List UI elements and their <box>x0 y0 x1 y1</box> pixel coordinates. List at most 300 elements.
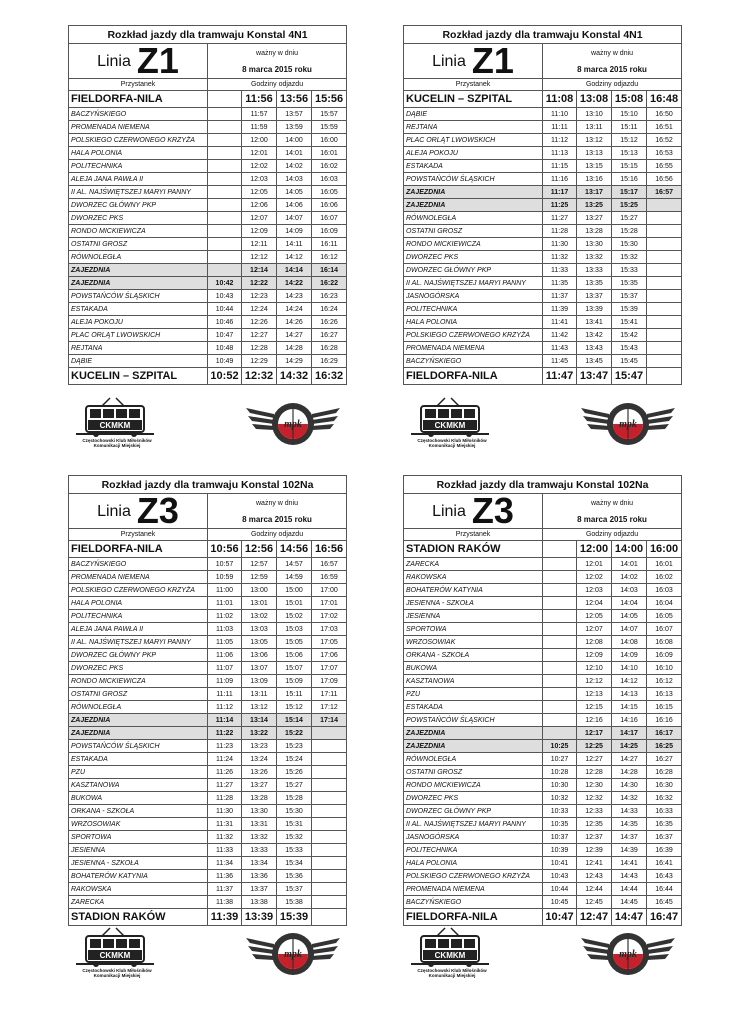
departure-time: 11:37 <box>543 290 577 303</box>
club-logo-text: CKMKM <box>99 951 131 960</box>
club-name-line-1: Częstochowski Klub Miłośników <box>417 438 487 443</box>
club-logo-text: CKMKM <box>434 951 466 960</box>
departure-time: 12:32 <box>242 368 277 385</box>
departure-time: 15:09 <box>277 675 312 688</box>
departure-time: 15:28 <box>612 225 647 238</box>
stop-column-header: Przystanek <box>69 79 208 91</box>
winged-wheel-icon <box>244 400 342 448</box>
logos-block <box>403 396 681 454</box>
stop-row <box>69 870 347 883</box>
departure-time: 11:45 <box>543 355 577 368</box>
stop-row <box>404 766 682 779</box>
departure-time: 14:17 <box>612 727 647 740</box>
departure-time: 14:39 <box>612 844 647 857</box>
departure-time: 15:10 <box>612 108 647 121</box>
line-number: Z1 <box>471 43 514 79</box>
departure-time <box>312 779 347 792</box>
departure-time: 10:35 <box>543 818 577 831</box>
departure-time <box>312 883 347 896</box>
departure-time <box>312 844 347 857</box>
stop-name: DĄBIE <box>69 355 208 368</box>
departure-time: 17:14 <box>312 714 347 727</box>
departure-time: 14:01 <box>277 147 312 160</box>
stop-name: JESIENNA <box>69 844 208 857</box>
club-caption <box>407 438 497 448</box>
tram-icon <box>72 926 158 968</box>
stop-row <box>69 896 347 909</box>
stop-name: DWORZEC GŁÓWNY PKP <box>69 199 208 212</box>
line-label <box>404 494 543 529</box>
departure-time <box>208 173 242 186</box>
departure-time: 10:43 <box>208 290 242 303</box>
departure-time: 12:57 <box>242 558 277 571</box>
departure-time <box>312 727 347 740</box>
stop-name: DWORZEC PKS <box>404 251 543 264</box>
logos-block <box>68 926 346 984</box>
departure-time: 15:45 <box>612 355 647 368</box>
departure-time: 12:27 <box>242 329 277 342</box>
club-name-line-1: Częstochowski Klub Miłośników <box>417 968 487 973</box>
departure-time: 13:16 <box>577 173 612 186</box>
valid-label: ważny w dniu <box>256 49 299 57</box>
mpk-logo <box>244 930 342 978</box>
departure-time: 14:23 <box>277 290 312 303</box>
departure-time: 10:49 <box>208 355 242 368</box>
stop-name: POWSTAŃCÓW ŚLĄSKICH <box>69 290 208 303</box>
departure-time: 17:06 <box>312 649 347 662</box>
stop-name: RONDO MICKIEWICZA <box>69 675 208 688</box>
stop-row <box>69 225 347 238</box>
stop-row <box>404 134 682 147</box>
stop-row <box>69 818 347 831</box>
departure-time: 16:12 <box>312 251 347 264</box>
departure-time: 11:06 <box>208 649 242 662</box>
club-logo <box>72 396 158 454</box>
departure-time: 11:16 <box>543 173 577 186</box>
departure-time: 12:22 <box>242 277 277 290</box>
stop-name: ZAJEZDNIA <box>404 186 543 199</box>
departure-time: 10:47 <box>208 329 242 342</box>
departure-time: 11:27 <box>208 779 242 792</box>
stop-name: ZAJEZDNIA <box>404 740 543 753</box>
departure-time: 16:41 <box>647 857 682 870</box>
stop-name: STADION RAKÓW <box>69 909 208 926</box>
departure-time: 11:32 <box>208 831 242 844</box>
departure-time: 14:04 <box>612 597 647 610</box>
stop-row <box>69 675 347 688</box>
departure-time: 14:26 <box>277 316 312 329</box>
departure-time: 15:25 <box>612 199 647 212</box>
departure-time: 12:47 <box>577 909 612 926</box>
stop-row <box>404 571 682 584</box>
departure-time: 13:34 <box>242 857 277 870</box>
stop-row <box>404 290 682 303</box>
stop-row <box>69 649 347 662</box>
departure-time <box>208 91 242 108</box>
stop-row <box>404 342 682 355</box>
departure-time: 10:37 <box>543 831 577 844</box>
departure-time: 15:06 <box>277 649 312 662</box>
departure-time: 12:15 <box>577 701 612 714</box>
departure-time: 15:43 <box>612 342 647 355</box>
stop-name: OSTATNI GROSZ <box>404 225 543 238</box>
line-number: Z3 <box>471 493 514 529</box>
departure-time: 11:09 <box>208 675 242 688</box>
stop-name: BACZYŃSKIEGO <box>69 558 208 571</box>
stop-name: RAKOWSKA <box>69 883 208 896</box>
departure-time: 14:05 <box>277 186 312 199</box>
departure-time <box>647 355 682 368</box>
stop-name: PROMENADA NIEMENA <box>69 571 208 584</box>
departure-time: 14:44 <box>612 883 647 896</box>
departure-time: 13:03 <box>242 623 277 636</box>
times-column-header: Godziny odjazdu <box>543 79 682 91</box>
tram-icon <box>72 396 158 438</box>
departure-time <box>543 727 577 740</box>
departure-time: 10:47 <box>543 909 577 926</box>
timetable-title: Rozkład jazdy dla tramwaju Konstal 102Na <box>404 476 682 494</box>
timetable <box>403 475 682 926</box>
departure-time: 14:37 <box>612 831 647 844</box>
departure-time: 12:28 <box>577 766 612 779</box>
tram-icon <box>407 926 493 968</box>
departure-time: 15:37 <box>612 290 647 303</box>
line-word: Linia <box>97 52 131 70</box>
departure-time: 12:33 <box>577 805 612 818</box>
departure-time: 11:07 <box>208 662 242 675</box>
departure-time: 14:00 <box>277 134 312 147</box>
stop-name: OSTATNI GROSZ <box>69 688 208 701</box>
departure-time: 12:28 <box>242 342 277 355</box>
departure-time: 10:27 <box>543 753 577 766</box>
validity <box>208 494 347 529</box>
departure-time <box>647 277 682 290</box>
logos-block <box>403 926 681 984</box>
stop-name: JASNOGÓRSKA <box>404 290 543 303</box>
departure-time: 13:35 <box>577 277 612 290</box>
departure-time: 14:03 <box>277 173 312 186</box>
stop-name: ORKANA - SZKOŁA <box>69 805 208 818</box>
stop-name: JESIENNA - SZKOŁA <box>404 597 543 610</box>
departure-time: 17:03 <box>312 623 347 636</box>
departure-time: 16:43 <box>647 870 682 883</box>
timetable <box>403 25 682 385</box>
stop-row <box>404 277 682 290</box>
departure-time: 14:28 <box>277 342 312 355</box>
departure-time: 13:12 <box>242 701 277 714</box>
departure-time: 14:29 <box>277 355 312 368</box>
schedule-panel-z3-return <box>403 475 681 926</box>
departure-time: 11:11 <box>543 121 577 134</box>
club-logo <box>407 396 493 454</box>
stop-name: FIELDORFA-NILA <box>69 541 208 558</box>
valid-date: 8 marca 2015 roku <box>577 64 647 74</box>
departure-time: 16:02 <box>647 571 682 584</box>
stop-row <box>69 303 347 316</box>
stop-name: RAKOWSKA <box>404 571 543 584</box>
departure-time: 14:02 <box>612 571 647 584</box>
departure-time: 15:23 <box>277 740 312 753</box>
stop-name: JESIENNA - SZKOŁA <box>69 857 208 870</box>
departure-time: 14:15 <box>612 701 647 714</box>
times-column-header: Godziny odjazdu <box>543 529 682 541</box>
stop-name: PLAC ORLĄT LWOWSKICH <box>69 329 208 342</box>
stop-row <box>69 610 347 623</box>
departure-time: 14:32 <box>277 368 312 385</box>
departure-time: 11:35 <box>543 277 577 290</box>
departure-time: 10:52 <box>208 368 242 385</box>
departure-time: 15:01 <box>277 597 312 610</box>
departure-time: 10:39 <box>543 844 577 857</box>
departure-time: 12:12 <box>577 675 612 688</box>
departure-time: 15:34 <box>277 857 312 870</box>
departure-time: 15:12 <box>612 134 647 147</box>
stop-name: POLSKIEGO CZERWONEGO KRZYŻA <box>69 584 208 597</box>
departure-time <box>647 212 682 225</box>
departure-time: 14:30 <box>612 779 647 792</box>
departure-time: 15:15 <box>612 160 647 173</box>
stop-name: RÓWNOLEGŁA <box>404 753 543 766</box>
stop-name: HALA POLONIA <box>69 597 208 610</box>
departure-time: 11:05 <box>208 636 242 649</box>
departure-time: 16:03 <box>647 584 682 597</box>
stop-row <box>404 610 682 623</box>
departure-time <box>312 753 347 766</box>
stop-row <box>69 316 347 329</box>
timetable <box>68 25 347 385</box>
departure-time: 16:01 <box>312 147 347 160</box>
stop-row <box>404 160 682 173</box>
stop-name: FIELDORFA-NILA <box>404 909 543 926</box>
stop-name: PROMENADA NIEMENA <box>69 121 208 134</box>
stop-row <box>404 779 682 792</box>
stop-row <box>404 649 682 662</box>
departure-time: 13:24 <box>242 753 277 766</box>
stop-column-header: Przystanek <box>69 529 208 541</box>
departure-time: 16:08 <box>647 636 682 649</box>
stop-row <box>69 701 347 714</box>
departure-time <box>647 303 682 316</box>
stop-row <box>404 870 682 883</box>
departure-time: 11:11 <box>208 688 242 701</box>
departure-time: 13:30 <box>242 805 277 818</box>
line-label <box>69 44 208 79</box>
stop-name: ZAJEZDNIA <box>69 714 208 727</box>
stop-rows <box>404 541 682 926</box>
club-name-line-2: Komunikacji Miejskiej <box>428 443 476 448</box>
stop-name: ESTAKADA <box>404 701 543 714</box>
stop-name: ESTAKADA <box>404 160 543 173</box>
departure-time: 11:27 <box>543 212 577 225</box>
departure-time <box>312 805 347 818</box>
departure-time: 16:24 <box>312 303 347 316</box>
line-word: Linia <box>432 52 466 70</box>
departure-time: 13:38 <box>242 896 277 909</box>
terminal-row <box>69 541 347 558</box>
departure-time: 14:10 <box>612 662 647 675</box>
stop-name: KASZTANOWA <box>404 675 543 688</box>
departure-time: 12:07 <box>242 212 277 225</box>
winged-wheel-icon <box>579 930 677 978</box>
departure-time: 16:11 <box>312 238 347 251</box>
departure-time: 11:15 <box>543 160 577 173</box>
stop-row <box>69 688 347 701</box>
departure-time: 13:37 <box>242 883 277 896</box>
timetable <box>68 475 347 926</box>
stop-name: WRZOSOWIAK <box>69 818 208 831</box>
departure-time: 17:09 <box>312 675 347 688</box>
departure-time: 12:25 <box>577 740 612 753</box>
departure-time: 16:09 <box>647 649 682 662</box>
mpk-logo <box>579 930 677 978</box>
departure-time: 14:22 <box>277 277 312 290</box>
departure-time: 12:59 <box>242 571 277 584</box>
departure-time: 14:02 <box>277 160 312 173</box>
stop-name: ESTAKADA <box>69 753 208 766</box>
departure-time: 16:17 <box>647 727 682 740</box>
departure-time: 15:03 <box>277 623 312 636</box>
departure-time: 13:05 <box>242 636 277 649</box>
stop-row <box>69 662 347 675</box>
winged-wheel-icon <box>579 400 677 448</box>
departure-time: 15:05 <box>277 636 312 649</box>
departure-time: 13:32 <box>577 251 612 264</box>
line-word: Linia <box>97 502 131 520</box>
stop-row <box>404 316 682 329</box>
departure-time: 14:56 <box>277 541 312 558</box>
departure-time <box>312 740 347 753</box>
departure-time: 15:32 <box>612 251 647 264</box>
stop-row <box>404 805 682 818</box>
departure-time: 11:12 <box>208 701 242 714</box>
departure-time: 16:28 <box>647 766 682 779</box>
stop-name: RÓWNOLEGŁA <box>69 251 208 264</box>
departure-time: 13:41 <box>577 316 612 329</box>
depot-row <box>404 740 682 753</box>
departure-time: 16:13 <box>647 688 682 701</box>
club-logo-text: CKMKM <box>434 421 466 430</box>
departure-time: 14:25 <box>612 740 647 753</box>
departure-time <box>543 584 577 597</box>
departure-time: 13:28 <box>577 225 612 238</box>
departure-time: 13:14 <box>242 714 277 727</box>
stop-name: KUCELIN – SZPITAL <box>69 368 208 385</box>
departure-time: 17:02 <box>312 610 347 623</box>
stop-row <box>404 636 682 649</box>
departure-time: 11:33 <box>543 264 577 277</box>
departure-time: 11:33 <box>208 844 242 857</box>
departure-time: 13:32 <box>242 831 277 844</box>
stop-name: OSTATNI GROSZ <box>69 238 208 251</box>
stop-row <box>69 355 347 368</box>
departure-time: 14:47 <box>612 909 647 926</box>
stop-name: PLAC ORLĄT LWOWSKICH <box>404 134 543 147</box>
mpk-logo <box>579 400 677 448</box>
valid-date: 8 marca 2015 roku <box>242 64 312 74</box>
departure-time: 15:30 <box>612 238 647 251</box>
depot-row <box>404 199 682 212</box>
stop-row <box>404 857 682 870</box>
stop-name: ALEJA JANA PAWŁA II <box>69 173 208 186</box>
departure-time: 14:57 <box>277 558 312 571</box>
stop-row <box>69 558 347 571</box>
departure-time: 13:27 <box>577 212 612 225</box>
depot-row <box>69 714 347 727</box>
stop-name: RONDO MICKIEWICZA <box>69 225 208 238</box>
valid-label: ważny w dniu <box>591 499 634 507</box>
club-name-line-1: Częstochowski Klub Miłośników <box>82 438 152 443</box>
departure-time: 16:55 <box>647 160 682 173</box>
stop-name: RONDO MICKIEWICZA <box>404 779 543 792</box>
departure-time: 14:12 <box>612 675 647 688</box>
departure-time: 16:22 <box>312 277 347 290</box>
departure-time: 13:42 <box>577 329 612 342</box>
stop-row <box>404 818 682 831</box>
departure-time: 16:29 <box>312 355 347 368</box>
departure-time: 10:46 <box>208 316 242 329</box>
departure-time: 14:16 <box>612 714 647 727</box>
stop-name: BACZYŃSKIEGO <box>404 896 543 909</box>
timetable-title: Rozkład jazdy dla tramwaju Konstal 4N1 <box>404 26 682 44</box>
departure-time: 11:31 <box>208 818 242 831</box>
stop-row <box>69 342 347 355</box>
terminal-row <box>404 91 682 108</box>
departure-time: 16:57 <box>647 186 682 199</box>
line-number: Z1 <box>136 43 179 79</box>
departure-time: 11:22 <box>208 727 242 740</box>
stop-row <box>69 571 347 584</box>
stop-name: OSTATNI GROSZ <box>404 766 543 779</box>
stop-row <box>404 584 682 597</box>
departure-time: 11:00 <box>208 584 242 597</box>
departure-time: 11:02 <box>208 610 242 623</box>
departure-time: 14:32 <box>612 792 647 805</box>
departure-time: 11:56 <box>242 91 277 108</box>
departure-time: 16:06 <box>312 199 347 212</box>
stop-row <box>69 160 347 173</box>
departure-time: 15:47 <box>612 368 647 385</box>
departure-time: 11:57 <box>242 108 277 121</box>
departure-time: 12:39 <box>577 844 612 857</box>
departure-time: 15:14 <box>277 714 312 727</box>
departure-time: 12:24 <box>242 303 277 316</box>
stop-row <box>404 792 682 805</box>
departure-time: 16:52 <box>647 134 682 147</box>
stop-row <box>404 623 682 636</box>
departure-time: 13:33 <box>577 264 612 277</box>
departure-time: 13:57 <box>277 108 312 121</box>
depot-row <box>69 277 347 290</box>
departure-time: 13:47 <box>577 368 612 385</box>
stop-row <box>404 173 682 186</box>
stop-name: WRZOSOWIAK <box>404 636 543 649</box>
stop-row <box>404 264 682 277</box>
departure-time: 14:14 <box>277 264 312 277</box>
departure-time: 11:17 <box>543 186 577 199</box>
stop-row <box>69 766 347 779</box>
departure-time: 15:39 <box>612 303 647 316</box>
departure-time: 12:09 <box>242 225 277 238</box>
stop-row <box>404 238 682 251</box>
logos-block <box>68 396 346 454</box>
departure-time: 16:56 <box>312 541 347 558</box>
stop-name: RÓWNOLEGŁA <box>404 212 543 225</box>
departure-time <box>647 316 682 329</box>
departure-time <box>208 199 242 212</box>
departure-time: 14:12 <box>277 251 312 264</box>
departure-time: 14:01 <box>612 558 647 571</box>
depot-row <box>404 727 682 740</box>
